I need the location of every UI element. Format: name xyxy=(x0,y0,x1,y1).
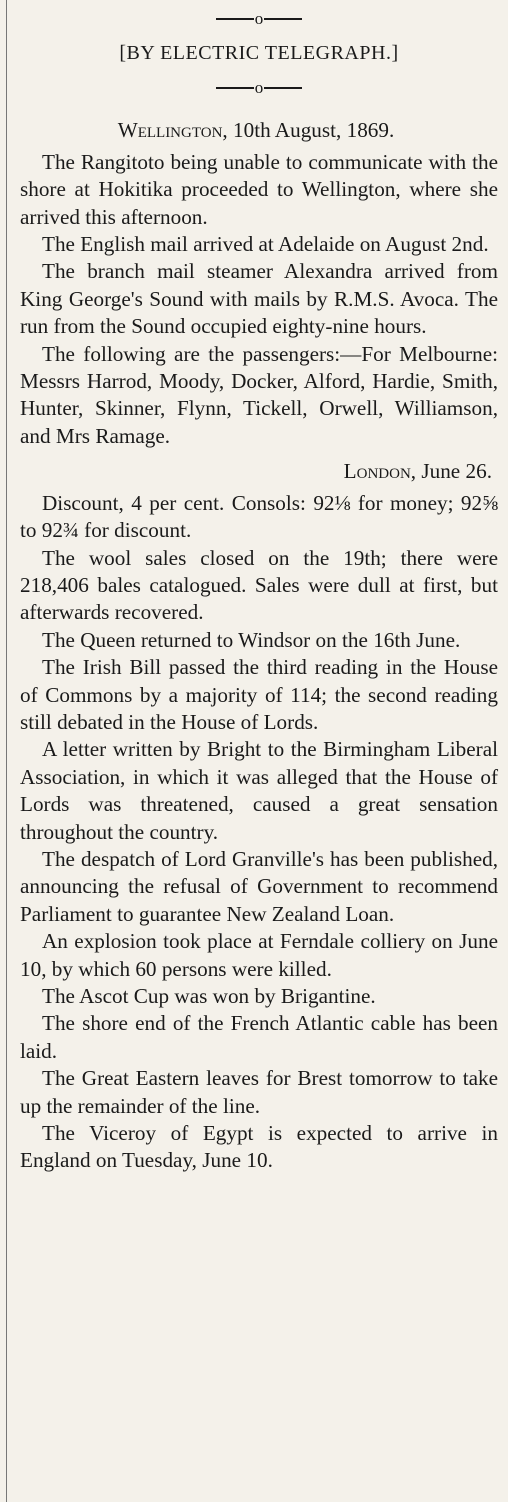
mid-ornament: o xyxy=(20,77,498,99)
news-paragraph: An explosion took place at Ferndale colliery on June 10, by which 60 persons were killed. xyxy=(20,929,498,981)
news-paragraph: The Rangitoto being unable to communicate with the shore at Hokitika proceeded to Wellington, where she arrived this afternoon. xyxy=(20,149,498,229)
news-paragraph: The Great Eastern leaves for Brest tomorrow to take up the remainder of the line. xyxy=(20,1066,498,1118)
column-border xyxy=(6,0,7,1502)
news-paragraph: The Ascot Cup was won by Brigantine. xyxy=(42,984,376,1008)
top-ornament: o xyxy=(20,8,498,30)
news-paragraph: Discount, 4 per cent. Consols: 92⅛ for money; 92⅝ to 92¾ for discount. xyxy=(20,490,498,543)
news-paragraph: The Viceroy of Egypt is expected to arrive in England on Tuesday, June 10. xyxy=(20,1121,498,1173)
news-paragraph: The branch mail steamer Alexandra arrived from King George's Sound with mails by R.M.S. Avoca. The run from the Sound occupied eighty-nine hours. xyxy=(20,259,498,339)
section-heading: [BY ELECTRIC TELEGRAPH.] xyxy=(119,42,399,64)
news-paragraph: The despatch of Lord Granville's has been published, announcing the refusal of Government to recommend Parliament to guarantee New Zealand Loan. xyxy=(20,846,498,926)
news-paragraph: The Irish Bill passed the third reading in the House of Commons by a majority of 114; the second reading still debated in the House of Lords. xyxy=(20,655,498,734)
news-paragraph: The shore end of the French Atlantic cable has been laid. xyxy=(20,1011,498,1063)
news-paragraph: A letter written by Bright to the Birmingham Liberal Association, in which it was alleged that the House of Lords was threatened, caused a great sensation throughout the country. xyxy=(20,737,498,844)
news-paragraph: The English mail arrived at Adelaide on August 2nd. xyxy=(42,232,489,257)
news-paragraph: The following are the passengers:—For Melbourne: Messrs Harrod, Moody, Docker, Alford, Hardie, Smith, Hunter, Skinner, Flynn, Tickell, Orwell, Williamson, and Mrs Ramage. xyxy=(20,341,498,448)
dateline-wellington: Wellington, 10th August, 1869. xyxy=(117,118,395,143)
news-paragraph: The Queen returned to Windsor on the 16th June. xyxy=(42,627,461,652)
news-paragraph: The wool sales closed on the 19th; there were 218,406 bales catalogued. Sales were dull at first, but afterwards recovered. xyxy=(20,545,498,625)
dateline-london: London, June 26. xyxy=(343,459,492,484)
news-column xyxy=(20,0,498,1175)
